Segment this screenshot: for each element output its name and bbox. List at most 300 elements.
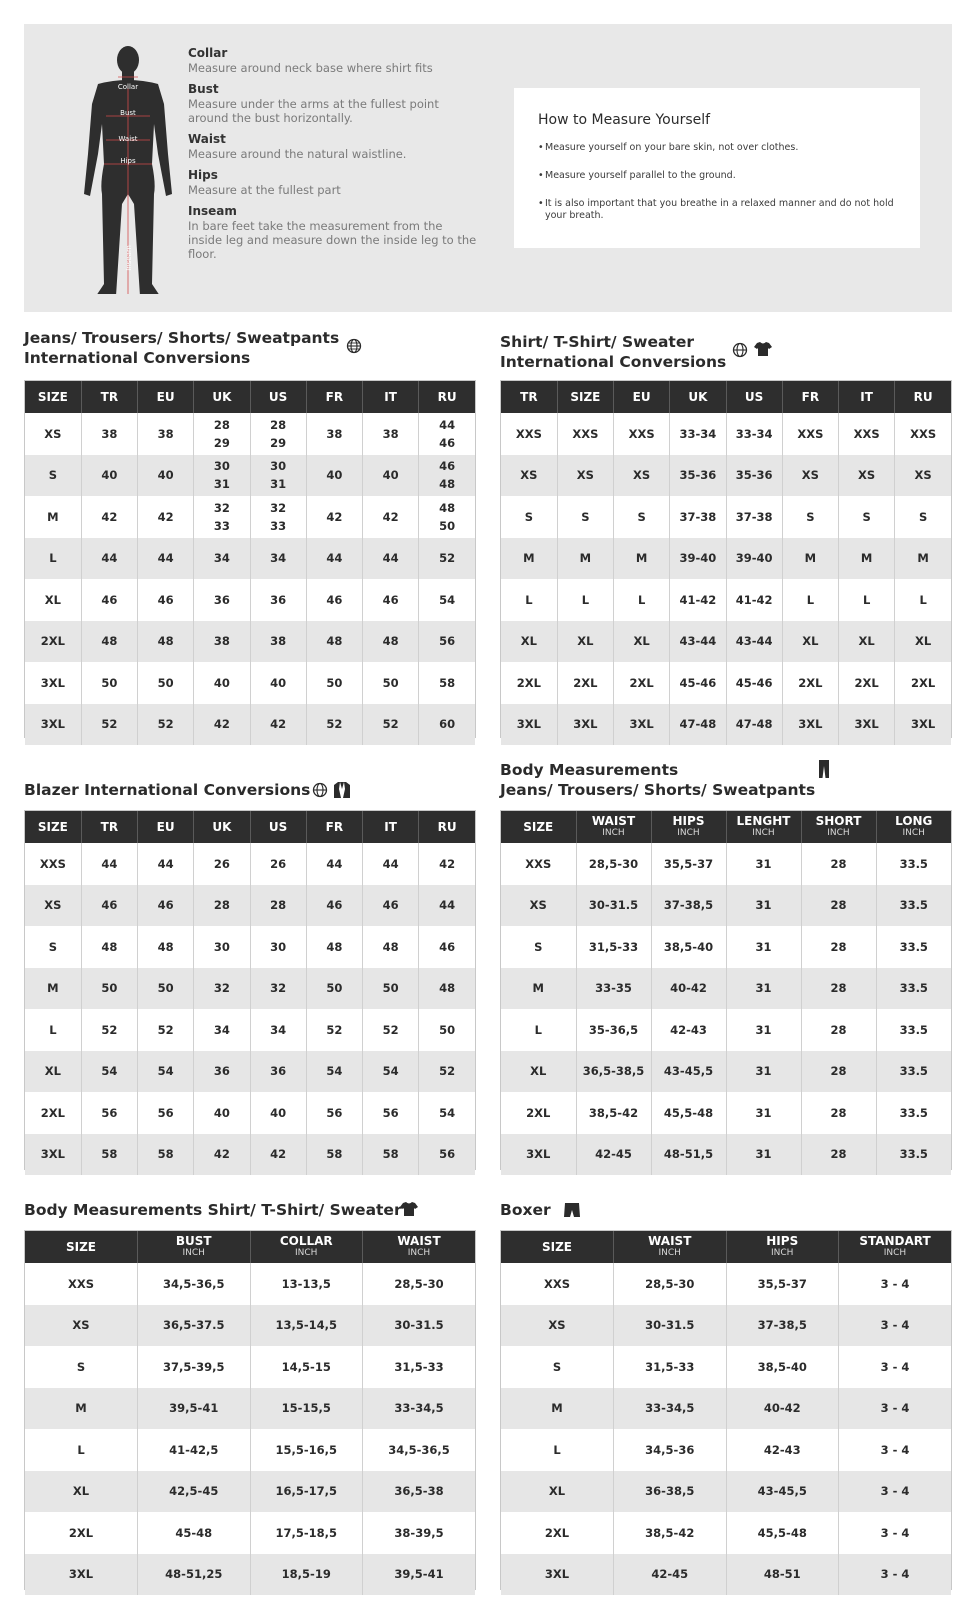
table-cell: 38 xyxy=(306,413,362,455)
table-cell: L xyxy=(839,579,895,621)
table-cell: M xyxy=(614,538,670,580)
table-cell: 33.5 xyxy=(876,843,951,885)
table-cell: 38 xyxy=(81,413,137,455)
table-row xyxy=(501,1429,951,1471)
table-cell: 46 xyxy=(138,885,194,927)
table-cell: 56 xyxy=(138,1092,194,1134)
table-cell: 33.5 xyxy=(876,1009,951,1051)
table-row xyxy=(501,579,951,621)
table-cell: 3 - 4 xyxy=(839,1346,952,1388)
table-cell: 32 xyxy=(194,968,250,1010)
table-cell: 52 xyxy=(306,704,362,746)
table-cell: XS xyxy=(25,413,81,455)
table-cell: L xyxy=(614,579,670,621)
table-cell: XS xyxy=(501,455,557,497)
table-cell: 38 xyxy=(363,413,419,455)
table-cell: S xyxy=(895,496,951,538)
table-cell: 44 xyxy=(419,885,475,927)
table-cell: 28 xyxy=(801,926,876,968)
table-cell: 35-36,5 xyxy=(576,1009,651,1051)
table-cell: 56 xyxy=(419,1134,475,1176)
table-cell: XL xyxy=(501,1051,576,1093)
table-cell: 42 xyxy=(250,704,306,746)
measure-item-inseam: Inseam In bare feet take the measurement from the inside leg and measure down the inside leg to the floor. xyxy=(188,204,477,261)
table-cell: XS xyxy=(782,455,838,497)
table-cell: S xyxy=(25,455,81,497)
table-cell: 48-51 xyxy=(726,1554,839,1596)
table-cell: XS xyxy=(895,455,951,497)
table-cell: 46 xyxy=(306,579,362,621)
figure-label-inseam: Inseam xyxy=(125,245,133,271)
table-cell: 44 xyxy=(138,843,194,885)
table-cell: 38 xyxy=(138,413,194,455)
table-row xyxy=(25,621,475,663)
table-cell: 46 xyxy=(81,885,137,927)
body-jeans-section xyxy=(500,760,952,1180)
table-cell: 13,5-14,5 xyxy=(250,1305,363,1347)
table-header-row xyxy=(25,1231,475,1263)
table-cell: 40 xyxy=(250,1092,306,1134)
table-row xyxy=(25,926,475,968)
table-cell: 50 xyxy=(138,662,194,704)
table-cell: 44 xyxy=(81,843,137,885)
column-header: SIZE xyxy=(25,381,81,413)
table-row xyxy=(25,662,475,704)
table-cell: 28 29 xyxy=(250,413,306,455)
table-cell: 40 xyxy=(363,455,419,497)
table-cell: M xyxy=(895,538,951,580)
table-cell: 33-34 xyxy=(670,413,726,455)
table-cell: XXS xyxy=(782,413,838,455)
table-cell: 44 xyxy=(138,538,194,580)
table-cell: 42 xyxy=(194,704,250,746)
table-cell: XL xyxy=(895,621,951,663)
table-cell: 50 xyxy=(306,968,362,1010)
table-cell: 42 xyxy=(306,496,362,538)
table-cell: 52 xyxy=(363,1009,419,1051)
section-title: Body Measurements Shirt/ T-Shirt/ Sweater xyxy=(24,1200,402,1220)
table-cell: 30-31.5 xyxy=(363,1305,476,1347)
table-cell: 45-46 xyxy=(726,662,782,704)
table-cell: 54 xyxy=(306,1051,362,1093)
table-cell: 3 - 4 xyxy=(839,1554,952,1596)
table-row xyxy=(501,1009,951,1051)
table-cell: 47-48 xyxy=(726,704,782,746)
table-cell: 36 xyxy=(250,1051,306,1093)
table-cell: 54 xyxy=(419,579,475,621)
table-cell: 52 xyxy=(363,704,419,746)
table-cell: 3XL xyxy=(25,704,81,746)
table-cell: 35,5-37 xyxy=(651,843,726,885)
section-title: Body Measurements Jeans/ Trousers/ Shorts/ Sweatpants xyxy=(500,760,815,800)
table-cell: S xyxy=(25,926,81,968)
table-row xyxy=(501,662,951,704)
table-row xyxy=(25,1009,475,1051)
table-cell: XS xyxy=(557,455,613,497)
shirt-conversion-table xyxy=(500,380,952,738)
table-header-row xyxy=(501,1231,951,1263)
blazer-icon xyxy=(334,781,350,804)
table-row xyxy=(501,885,951,927)
table-cell: 28 xyxy=(801,1051,876,1093)
table-cell: 34,5-36,5 xyxy=(363,1429,476,1471)
table-cell: 48 xyxy=(306,926,362,968)
column-header: SIZE xyxy=(25,1231,138,1263)
table-cell: 52 xyxy=(419,1051,475,1093)
table-cell: 17,5-18,5 xyxy=(250,1512,363,1554)
figure-label-waist: Waist xyxy=(118,135,138,143)
table-row xyxy=(25,1554,475,1596)
table-cell: XXS xyxy=(501,843,576,885)
column-header: SHORT INCH xyxy=(801,811,876,843)
table-cell: 48 50 xyxy=(419,496,475,538)
section-title: Blazer International Conversions xyxy=(24,780,310,800)
table-row xyxy=(501,968,951,1010)
table-cell: 56 xyxy=(363,1092,419,1134)
table-row xyxy=(501,1554,951,1596)
table-cell: 52 xyxy=(138,704,194,746)
table-cell: S xyxy=(501,1346,614,1388)
table-cell: 37-38,5 xyxy=(726,1305,839,1347)
table-cell: 39,5-41 xyxy=(138,1388,251,1430)
table-cell: 42-45 xyxy=(576,1134,651,1176)
table-cell: 40-42 xyxy=(651,968,726,1010)
table-cell: 40 xyxy=(250,662,306,704)
table-cell: L xyxy=(501,1429,614,1471)
table-cell: XS xyxy=(25,1305,138,1347)
table-cell: M xyxy=(501,538,557,580)
column-header: SIZE xyxy=(501,811,576,843)
tip-item: • Measure yourself on your bare skin, not over clothes. xyxy=(538,142,896,154)
table-cell: M xyxy=(557,538,613,580)
table-cell: 31 xyxy=(726,885,801,927)
table-cell: 48 xyxy=(363,926,419,968)
column-header: LENGHT INCH xyxy=(726,811,801,843)
table-cell: 37-38,5 xyxy=(651,885,726,927)
table-cell: 28 xyxy=(801,1134,876,1176)
table-row xyxy=(25,704,475,746)
globe-icon xyxy=(732,342,748,363)
table-cell: 3XL xyxy=(25,1134,81,1176)
table-cell: 2XL xyxy=(501,1512,614,1554)
table-cell: S xyxy=(614,496,670,538)
column-header: UK xyxy=(194,811,250,843)
table-cell: 42 xyxy=(138,496,194,538)
table-cell: 34 xyxy=(250,538,306,580)
table-cell: 50 xyxy=(363,662,419,704)
table-row xyxy=(25,579,475,621)
body-figure-illustration xyxy=(68,44,188,294)
table-cell: L xyxy=(25,538,81,580)
figure-label-hips: Hips xyxy=(120,157,136,165)
table-cell: L xyxy=(25,1009,81,1051)
table-cell: 28,5-30 xyxy=(363,1263,476,1305)
blazer-conversion-section xyxy=(24,780,476,1180)
table-cell: 44 xyxy=(363,538,419,580)
table-cell: 42-43 xyxy=(651,1009,726,1051)
column-header: COLLAR INCH xyxy=(250,1231,363,1263)
table-cell: 46 xyxy=(138,579,194,621)
table-cell: L xyxy=(895,579,951,621)
column-header: US xyxy=(250,381,306,413)
table-cell: 50 xyxy=(363,968,419,1010)
table-cell: 30 xyxy=(250,926,306,968)
table-cell: M xyxy=(501,1388,614,1430)
boxer-table xyxy=(500,1230,952,1590)
table-cell: 33-34,5 xyxy=(614,1388,727,1430)
table-cell: 30 31 xyxy=(194,455,250,497)
table-cell: 48-51,5 xyxy=(651,1134,726,1176)
table-cell: 2XL xyxy=(557,662,613,704)
table-row xyxy=(501,496,951,538)
table-cell: XS xyxy=(501,885,576,927)
table-cell: 48 xyxy=(363,621,419,663)
table-cell: 34 xyxy=(194,1009,250,1051)
column-header: IT xyxy=(363,811,419,843)
globe-icon xyxy=(346,338,362,359)
table-row xyxy=(501,1051,951,1093)
table-cell: 2XL xyxy=(25,1512,138,1554)
table-cell: 3XL xyxy=(557,704,613,746)
table-cell: M xyxy=(501,968,576,1010)
table-cell: 3XL xyxy=(501,1554,614,1596)
column-header: US xyxy=(726,381,782,413)
table-cell: 43-45,5 xyxy=(651,1051,726,1093)
table-cell: 38-39,5 xyxy=(363,1512,476,1554)
figure-label-bust: Bust xyxy=(120,109,136,117)
table-cell: XXS xyxy=(501,413,557,455)
column-header: UK xyxy=(194,381,250,413)
table-cell: M xyxy=(25,968,81,1010)
table-cell: 2XL xyxy=(25,621,81,663)
table-cell: 30 xyxy=(194,926,250,968)
table-cell: 3 - 4 xyxy=(839,1305,952,1347)
table-row xyxy=(501,1305,951,1347)
table-cell: XXS xyxy=(839,413,895,455)
table-cell: 3XL xyxy=(782,704,838,746)
table-row xyxy=(25,1305,475,1347)
table-cell: 3XL xyxy=(501,704,557,746)
table-cell: 34 xyxy=(194,538,250,580)
table-cell: 3XL xyxy=(501,1134,576,1176)
table-cell: 37,5-39,5 xyxy=(138,1346,251,1388)
table-row xyxy=(501,1134,951,1176)
table-cell: XL xyxy=(25,579,81,621)
boxer-section xyxy=(500,1200,952,1600)
table-cell: 50 xyxy=(306,662,362,704)
table-row xyxy=(25,1471,475,1513)
tshirt-icon xyxy=(754,341,772,362)
table-cell: 37-38 xyxy=(670,496,726,538)
table-cell: M xyxy=(839,538,895,580)
table-cell: 41-42,5 xyxy=(138,1429,251,1471)
table-cell: M xyxy=(25,1388,138,1430)
table-cell: 36,5-38 xyxy=(363,1471,476,1513)
table-cell: S xyxy=(501,926,576,968)
table-cell: 43-45,5 xyxy=(726,1471,839,1513)
table-cell: 28 xyxy=(250,885,306,927)
column-header: RU xyxy=(895,381,951,413)
table-cell: 58 xyxy=(306,1134,362,1176)
table-cell: 2XL xyxy=(839,662,895,704)
table-cell: 48-51,25 xyxy=(138,1554,251,1596)
table-cell: 31 xyxy=(726,926,801,968)
table-cell: 42,5-45 xyxy=(138,1471,251,1513)
column-header: UK xyxy=(670,381,726,413)
table-cell: 45,5-48 xyxy=(726,1512,839,1554)
table-row xyxy=(501,1263,951,1305)
how-to-measure-title: How to Measure Yourself xyxy=(538,112,711,128)
table-cell: XL xyxy=(25,1471,138,1513)
column-header: FR xyxy=(782,381,838,413)
table-cell: 32 33 xyxy=(250,496,306,538)
table-cell: 50 xyxy=(419,1009,475,1051)
tip-item: • Measure yourself parallel to the ground. xyxy=(538,170,896,182)
table-cell: 13-13,5 xyxy=(250,1263,363,1305)
measure-item-bust: Bust Measure under the arms at the fullest point around the bust horizontally. xyxy=(188,82,439,125)
table-row xyxy=(25,538,475,580)
table-cell: 42 xyxy=(363,496,419,538)
table-cell: S xyxy=(501,496,557,538)
table-cell: XS xyxy=(25,885,81,927)
table-row xyxy=(25,1429,475,1471)
table-cell: XL xyxy=(501,1471,614,1513)
table-row xyxy=(501,1388,951,1430)
table-cell: 2XL xyxy=(501,1092,576,1134)
table-cell: 60 xyxy=(419,704,475,746)
table-cell: 39-40 xyxy=(726,538,782,580)
table-cell: 46 48 xyxy=(419,455,475,497)
table-cell: L xyxy=(557,579,613,621)
table-cell: 36,5-38,5 xyxy=(576,1051,651,1093)
table-cell: 44 xyxy=(363,843,419,885)
table-cell: 38,5-40 xyxy=(651,926,726,968)
table-cell: 40 xyxy=(306,455,362,497)
table-row xyxy=(501,621,951,663)
table-cell: 52 xyxy=(138,1009,194,1051)
table-row xyxy=(25,1263,475,1305)
table-cell: XXS xyxy=(895,413,951,455)
column-header: EU xyxy=(138,811,194,843)
column-header: TR xyxy=(81,381,137,413)
table-row xyxy=(25,968,475,1010)
table-cell: 33.5 xyxy=(876,1134,951,1176)
table-row xyxy=(501,1092,951,1134)
table-cell: 48 xyxy=(138,621,194,663)
measure-item-collar: Collar Measure around neck base where shirt fits xyxy=(188,46,433,75)
table-cell: XL xyxy=(501,621,557,663)
table-cell: 44 46 xyxy=(419,413,475,455)
table-cell: 48 xyxy=(81,621,137,663)
table-cell: 54 xyxy=(363,1051,419,1093)
table-cell: 28,5-30 xyxy=(614,1263,727,1305)
table-cell: S xyxy=(782,496,838,538)
table-row xyxy=(25,1346,475,1388)
table-cell: 42 xyxy=(250,1134,306,1176)
table-header-row xyxy=(501,381,951,413)
table-cell: 36 xyxy=(250,579,306,621)
table-cell: XL xyxy=(782,621,838,663)
table-cell: 31,5-33 xyxy=(363,1346,476,1388)
column-header: RU xyxy=(419,381,475,413)
table-row xyxy=(501,538,951,580)
column-header: LONG INCH xyxy=(876,811,951,843)
table-cell: 33-35 xyxy=(576,968,651,1010)
shirt-conversion-section xyxy=(500,332,952,738)
table-cell: L xyxy=(501,579,557,621)
table-cell: 31 xyxy=(726,1051,801,1093)
table-cell: L xyxy=(501,1009,576,1051)
jeans-conversion-table xyxy=(24,380,476,738)
table-cell: XXS xyxy=(501,1263,614,1305)
table-cell: 52 xyxy=(81,1009,137,1051)
table-cell: 28 xyxy=(801,968,876,1010)
column-header: SIZE xyxy=(557,381,613,413)
table-cell: 3XL xyxy=(614,704,670,746)
table-cell: 45-46 xyxy=(670,662,726,704)
table-cell: 36-38,5 xyxy=(614,1471,727,1513)
table-cell: XXS xyxy=(25,1263,138,1305)
table-cell: 56 xyxy=(419,621,475,663)
table-cell: 42 xyxy=(194,1134,250,1176)
measure-item-hips: Hips Measure at the fullest part xyxy=(188,168,341,197)
table-cell: 26 xyxy=(194,843,250,885)
table-cell: 56 xyxy=(81,1092,137,1134)
table-cell: 42-45 xyxy=(614,1554,727,1596)
table-cell: XL xyxy=(839,621,895,663)
table-cell: 26 xyxy=(250,843,306,885)
boxer-shorts-icon xyxy=(564,1202,580,1222)
table-cell: XS xyxy=(614,455,670,497)
table-cell: 33-34 xyxy=(726,413,782,455)
table-cell: 31 xyxy=(726,1092,801,1134)
table-cell: 2XL xyxy=(782,662,838,704)
table-cell: 30 31 xyxy=(250,455,306,497)
table-cell: 33.5 xyxy=(876,926,951,968)
table-cell: 28 xyxy=(194,885,250,927)
table-cell: 34,5-36 xyxy=(614,1429,727,1471)
table-row xyxy=(25,1092,475,1134)
table-cell: 43-44 xyxy=(670,621,726,663)
table-cell: 31 xyxy=(726,1009,801,1051)
table-cell: 30-31.5 xyxy=(614,1305,727,1347)
table-cell: 2XL xyxy=(614,662,670,704)
table-cell: 14,5-15 xyxy=(250,1346,363,1388)
table-cell: 42 xyxy=(81,496,137,538)
section-title: Shirt/ T-Shirt/ Sweater International Conversions xyxy=(500,332,726,372)
tip-item: • It is also important that you breathe in a relaxed manner and do not hold your breath. xyxy=(538,198,896,222)
table-cell: 54 xyxy=(419,1092,475,1134)
table-row xyxy=(501,455,951,497)
table-cell: L xyxy=(25,1429,138,1471)
table-cell: 44 xyxy=(306,843,362,885)
table-cell: 38,5-40 xyxy=(726,1346,839,1388)
table-cell: M xyxy=(25,496,81,538)
table-cell: 28 29 xyxy=(194,413,250,455)
table-cell: XL xyxy=(557,621,613,663)
table-cell: 39-40 xyxy=(670,538,726,580)
table-cell: 52 xyxy=(81,704,137,746)
table-cell: 33.5 xyxy=(876,1092,951,1134)
table-cell: 36 xyxy=(194,1051,250,1093)
table-cell: 48 xyxy=(138,926,194,968)
table-cell: S xyxy=(839,496,895,538)
table-cell: 34,5-36,5 xyxy=(138,1263,251,1305)
column-header: IT xyxy=(363,381,419,413)
table-cell: 58 xyxy=(363,1134,419,1176)
table-cell: 36 xyxy=(194,579,250,621)
table-cell: 46 xyxy=(363,579,419,621)
